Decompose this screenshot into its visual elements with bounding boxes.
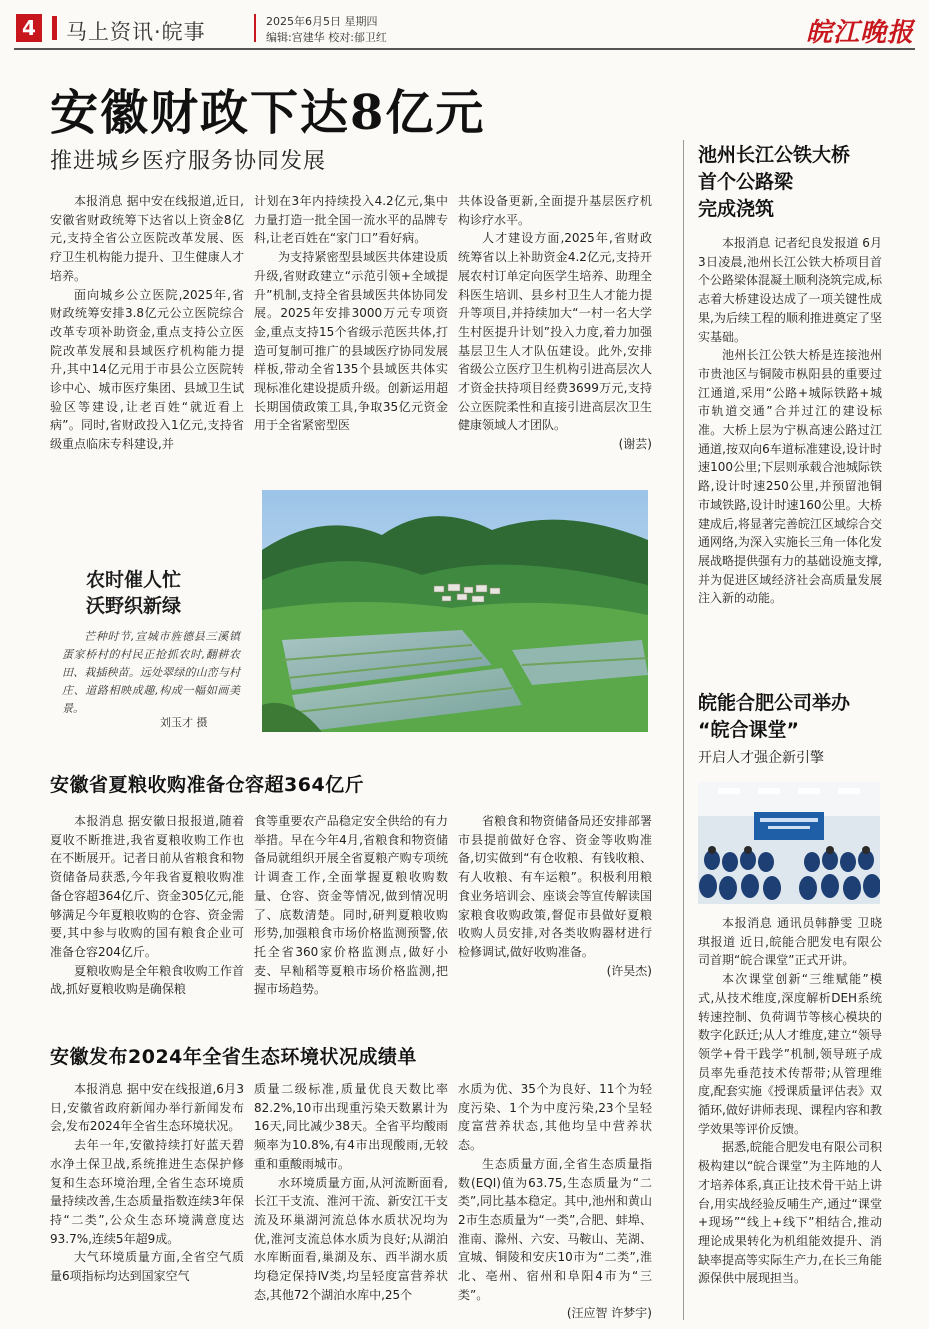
eco-column-3 — [458, 1080, 652, 1323]
photo-caption — [62, 628, 240, 718]
grain-column-2 — [254, 812, 448, 999]
hefei-headline — [698, 690, 850, 744]
headline-line: 皖能合肥公司举办 — [698, 692, 851, 714]
eco-headline: 安徽发布2024年全省生态环境状况成绩单 — [50, 1046, 417, 1068]
section-name: 马上资讯·皖事 — [66, 20, 206, 44]
bridge-headline — [698, 142, 850, 223]
paragraph: 水质为优、35个为良好、11个为轻度污染、1个为中度污染,23个呈轻度富营养状态,其他均呈中营养状态。 — [458, 1082, 652, 1153]
photo-title-line: 沃野织新绿 — [86, 595, 182, 617]
byline: (汪应智 许梦宇) — [566, 1306, 652, 1321]
paragraph: 省粮食和物资储备局还安排部署市县提前做好仓容、资金等收购准备,切实做到“有仓收粮、有钱收粮、有人收粮、有车运粮”。积极利用粮食业务培训会、座谈会等宣传解读国家粮食收购政策,督促市县做好夏粮收购人员安排,对各类收购器材进行检修调试,做好收购准备。 — [458, 814, 652, 959]
masthead — [0, 0, 929, 52]
classroom-image — [698, 782, 880, 904]
paragraph: 人才建设方面,2025年,省财政统筹省以上补助资金4.2亿元,支持开展农村订单定向医学生培养、助理全科医生培训、县乡村卫生人才能力提升等项目,并持续加大“一村一名大学生村医提升计划”投入力度,着力加强基层卫生人才队伍建设。此外,安排省级公立医疗卫生机构引进高层次人才资金扶持项目经费3699万元,支持公立医院柔性和直接引进高层次卫生健康领域人才团队。 — [458, 231, 652, 433]
paragraph: 水环境质量方面,从河流断面看,长江干支流、淮河干流、新安江干支流及环巢湖河流总体水质状况均为优,淮河支流总体水质为良好;从湖泊水库断面看,巢湖及东、西半湖水质均稳定保持Ⅳ类,均呈轻度富营养状态,其他72个湖泊水库中,25个 — [254, 1175, 448, 1302]
paragraph: 为支持紧密型县域医共体建设质升级,省财政建立“示范引领+全域提升”机制,支持全省县域医共体协同发展。2025年安排3000万元专项资金,重点支持15个省级示范医共体,打造可复制可推广的县域医疗协同发展样板,带动全省135个县域医共体实现标准化建设提质升级。创新运用超长期国债政策工具,争取35亿元资金用于全省紧密型医 — [254, 250, 448, 433]
paragraph: 大气环境质量方面,全省空气质量6项指标均达到国家空气 — [50, 1250, 244, 1284]
bridge-column — [698, 234, 882, 608]
paragraph: 本报消息 记者纪良发报道 6月3日凌晨,池州长江公铁大桥项目首个公路梁体混凝土顺利浇筑完成,标志着大桥建设达成了一项关键性成果,为后续工程的顺利推进奠定了坚实基础。 — [698, 236, 882, 344]
caption-text: 芒种时节,宣城市旌德县三溪镇蛋家桥村的村民正抢抓农时,翻耕农田、栽插秧苗。远处翠绿的山峦与村庄、道路相映成趣,构成一幅如画美景。 — [62, 630, 240, 715]
lead-subheadline: 推进城乡医疗服务协同发展 — [50, 149, 327, 174]
section-bar — [52, 16, 57, 40]
paragraph: 生态质量方面,全省生态质量指数(EQI)值为63.75,生态质量为“二类”,同比基本稳定。其中,池州和黄山2市生态质量为“一类”,合肥、蚌埠、淮南、滁州、六安、马鞍山、芜湖、宣城、铜陵和安庆10市为“二类”,淮北、亳州、宿州和阜阳4市为“三类”。 — [458, 1156, 652, 1302]
landscape-photo — [262, 490, 648, 732]
grain-column-3 — [458, 812, 652, 980]
paragraph: 计划在3年内持续投入4.2亿元,集中力量打造一批全国一流水平的品牌专科,让老百姓在“家门口”看好病。 — [254, 194, 448, 246]
editor-line: 编辑:宫建华 校对:郁卫红 — [266, 31, 387, 44]
header-rule — [14, 48, 915, 50]
paragraph: 池州长江公铁大桥是连接池州市贵池区与铜陵市枞阳县的重要过江通道,采用“公路+城际铁路+城市轨道交通”合并过江的建设标准。大桥上层为宁枞高速公路过江通道,按双向6车道标准建设,设计时速100公里;下层则承载合池城际铁路,设计时速250公里,并预留池铜市域铁路,设计时速160公里。大桥建成后,将显著完善皖江区域综合交通网络,为深入实施长三角一体化发展战略提供强有力的基础设施支撑,并为促进区域经济社会高质量发展注入新的动能。 — [698, 348, 882, 606]
byline: (许昊杰) — [606, 963, 652, 978]
paragraph: 本报消息 据中安在线报道,近日,安徽省财政统筹下达省以上资金8亿元,支持全省公立医院改革发展、医疗卫生机构能力提升、卫生健康人才培养。 — [50, 194, 244, 283]
photo-feature-title — [86, 567, 181, 619]
byline: (谢芸) — [618, 437, 652, 452]
classroom-photo — [698, 782, 880, 904]
page-number: 4 — [16, 14, 42, 42]
column-divider — [683, 140, 684, 1320]
lead-column-3 — [458, 192, 652, 454]
lead-column-2 — [254, 192, 448, 435]
paragraph: 食等重要农产品稳定安全供给的有力举措。早在今年4月,省粮食和物资储备局就组织开展全省夏粮产购专项统计调查工作,全面掌握夏粮收购数量、仓容、资金等情况,做到情况明了、底数清楚。同时,研判夏粮收购形势,加强粮食市场价格监测预警,依托全省360家价格监测点,做好小麦、早籼稻等夏粮市场价格监测,把握市场趋势。 — [254, 814, 448, 997]
paragraph: 本报消息 据安徽日报报道,随着夏收不断推进,我省夏粮收购工作也在不断展开。记者日前从省粮食和物资储备局获悉,今年我省夏粮收购准备仓容超364亿斤、资金305亿元,能够满足今年夏粮收购的仓容、资金需要,其中参与收购的国有粮食企业可准备仓容204亿斤。 — [50, 814, 244, 959]
eco-column-2 — [254, 1080, 448, 1304]
village-fields-image — [262, 490, 648, 732]
headline-line: “皖合课堂” — [698, 719, 799, 741]
photo-credit: 刘玉才 摄 — [160, 716, 208, 729]
paragraph: 本报消息 通讯员韩静雯 卫晓琪报道 近日,皖能合肥发电有限公司首期“皖合课堂”正式开讲。 — [698, 916, 882, 968]
hefei-subheadline: 开启人才强企新引擎 — [698, 750, 824, 766]
paragraph: 据悉,皖能合肥发电有限公司积极构建以“皖合课堂”为主阵地的人才培养体系,真正让技术骨干站上讲台,用实战经验反哺生产,通过“课堂+现场”“线上+线下”相结合,推动理论成果转化为机组能效提升、消缺率提高等实际生产力,在长三角能源保供中展现担当。 — [698, 1140, 882, 1286]
header-divider — [254, 14, 256, 42]
headline-line: 完成浇筑 — [698, 198, 775, 220]
issue-date: 2025年6月5日 星期四 — [266, 15, 378, 28]
grain-headline: 安徽省夏粮收购准备仓容超364亿斤 — [50, 774, 365, 796]
paragraph: 面向城乡公立医院,2025年,省财政统筹安排3.8亿元公立医院综合改革专项补助资金,重点支持公立医院改革发展和县域医疗机构能力提升,其中14亿元用于市县公立医院转诊中心、城市医疗集团、县域卫生试验区等建设,让老百姓“就近看上病”。同时,省财政投入1亿元,支持省级重点临床专科建设,并 — [50, 287, 244, 452]
lead-headline: 安徽财政下达8亿元 — [50, 85, 486, 141]
newspaper-logo: 皖江晚报 — [806, 18, 915, 48]
paragraph: 本报消息 据中安在线报道,6月3日,安徽省政府新闻办举行新闻发布会,发布2024年全省生态环境状况。 — [50, 1082, 244, 1134]
headline-line: 首个公路梁 — [698, 171, 794, 193]
grain-column-1 — [50, 812, 244, 999]
eco-column-1 — [50, 1080, 244, 1286]
paragraph: 去年一年,安徽持续打好蓝天碧水净土保卫战,系统推进生态保护修复和生态环境治理,全省生态环境质量持续改善,生态质量指数连续3年保持“二类”,公众生态环境满意度达93.7%,连续5年超9成。 — [50, 1138, 244, 1246]
hefei-column — [698, 914, 882, 1288]
headline-line: 池州长江公铁大桥 — [698, 144, 851, 166]
paragraph: 共体设备更新,全面提升基层医疗机构诊疗水平。 — [458, 194, 652, 227]
paragraph: 质量二级标准,质量优良天数比率82.2%,10市出现重污染天数累计为16天,同比减少38天。全省平均酸雨频率为10.8%,有4市出现酸雨,无较重和重酸雨城市。 — [254, 1082, 448, 1171]
paragraph: 本次课堂创新“三维赋能”模式,从技术维度,深度解析DEH系统转速控制、负荷调节等核心模块的数字化跃迁;从人才维度,建立“领导领学+骨干践学”机制,领导班子成员率先垂范技术传帮带;从管理维度,配套实施《授课质量评估表》双循环,做好讲师表现、课程内容和教学效果等评价反馈。 — [698, 972, 882, 1136]
paragraph: 夏粮收购是全年粮食收购工作首战,抓好夏粮收购是确保粮 — [50, 963, 244, 997]
photo-title-line: 农时催人忙 — [86, 569, 182, 591]
lead-column-1 — [50, 192, 244, 454]
